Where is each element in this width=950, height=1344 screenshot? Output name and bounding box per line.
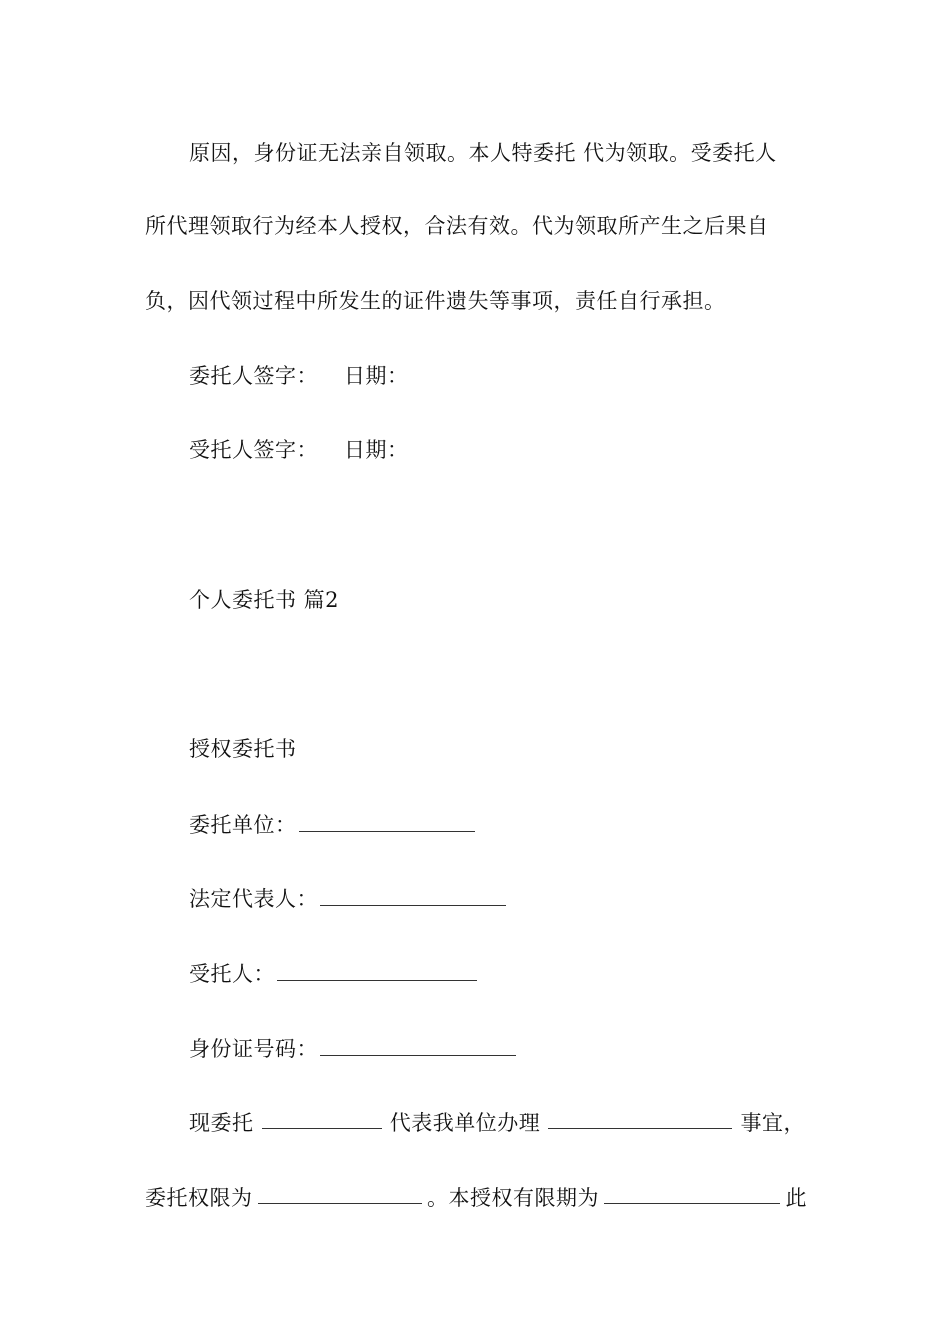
- delegate-blank: [262, 1108, 382, 1129]
- authority-scope-blank: [258, 1183, 422, 1204]
- paragraph2-text6: 此: [785, 1186, 807, 1210]
- paragraph2-text2: 代表我单位办理: [389, 1111, 541, 1135]
- legal-rep-blank: [320, 885, 506, 906]
- authorization-title: 授权委托书: [189, 737, 297, 761]
- section2-heading: 个人委托书 篇2: [189, 588, 340, 612]
- paragraph1-line1: 原因，身份证无法亲自领取。本人特委托 代为领取。受委托人: [189, 141, 777, 165]
- legal-rep-row: [189, 884, 859, 914]
- entrusting-unit-row: [189, 810, 859, 840]
- paragraph2-text5: 。本授权有限期为: [427, 1186, 599, 1210]
- legal-rep-label: 法定代表人：: [189, 887, 318, 911]
- paragraph2-text4: 委托权限为: [145, 1186, 253, 1210]
- paragraph1-line3: 负，因代领过程中所发生的证件遗失等事项，责任自行承担。: [145, 289, 726, 313]
- paragraph2-text1: 现委托: [189, 1111, 254, 1135]
- trustee-row: [189, 959, 859, 989]
- id-number-label: 身份证号码：: [189, 1037, 318, 1061]
- paragraph2-line2: [145, 1183, 815, 1213]
- trustee-blank: [277, 960, 477, 981]
- id-number-blank: [320, 1035, 516, 1056]
- matter-blank: [548, 1108, 732, 1129]
- paragraph2-text3: 事宜，: [740, 1111, 805, 1135]
- paragraph1-line2: 所代理领取行为经本人授权，合法有效。代为领取所产生之后果自: [145, 214, 769, 238]
- id-number-row: [189, 1034, 859, 1064]
- agent-signature-row: [189, 435, 859, 465]
- agent-signature-label: 受托人签字：: [189, 438, 318, 462]
- principal-date-label: 日期：: [344, 364, 409, 388]
- validity-period-blank: [604, 1183, 780, 1204]
- principal-signature-label: 委托人签字：: [189, 364, 318, 388]
- agent-date-label: 日期：: [344, 438, 409, 462]
- paragraph2-line1: [189, 1108, 815, 1138]
- entrusting-unit-blank: [299, 811, 475, 832]
- principal-signature-row: [189, 361, 859, 391]
- trustee-label: 受托人：: [189, 962, 275, 986]
- entrusting-unit-label: 委托单位：: [189, 813, 297, 837]
